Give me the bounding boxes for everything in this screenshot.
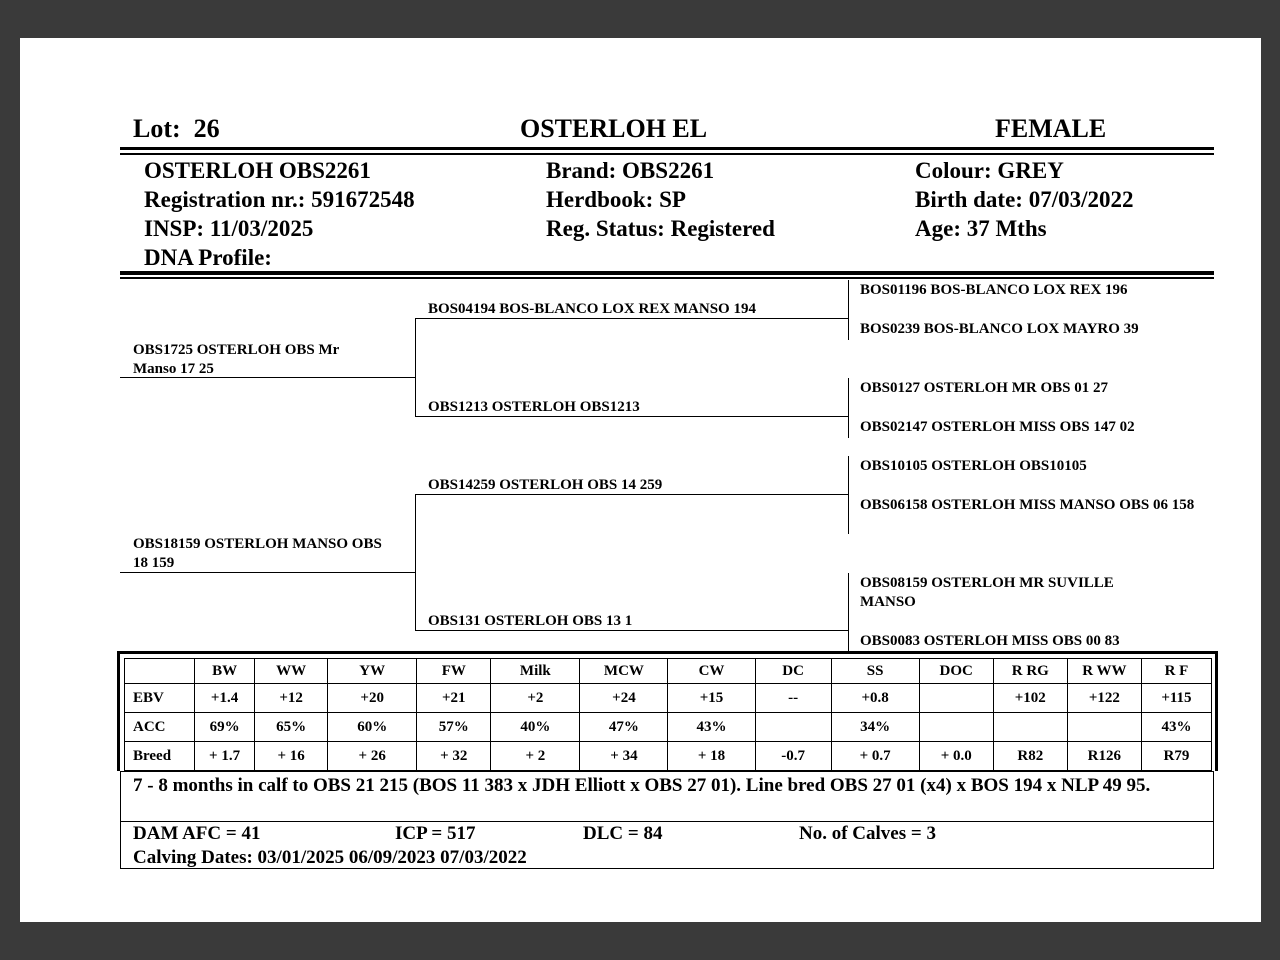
table-cell: 34% (831, 713, 919, 742)
col-header: R F (1141, 659, 1211, 684)
registration-number: Registration nr.: 591672548 (144, 187, 415, 212)
col-header: DOC (919, 659, 993, 684)
table-cell (1067, 713, 1141, 742)
pedigree-gg-1: BOS01196 BOS-BLANCO LOX REX 196 (860, 282, 1128, 298)
pedigree-gg-4: OBS02147 OSTERLOH MISS OBS 147 02 (860, 419, 1135, 435)
row-header: Breed (125, 742, 195, 771)
table-cell: -- (755, 684, 831, 713)
pedigree-gg-6: OBS06158 OSTERLOH MISS MANSO OBS 06 158 (860, 497, 1195, 513)
table-cell: R126 (1067, 742, 1141, 771)
table-cell: + 26 (328, 742, 417, 771)
dam-bracket (415, 494, 416, 631)
col-header: YW (328, 659, 417, 684)
pedigree-gg-8: OBS0083 OSTERLOH MISS OBS 00 83 (860, 633, 1120, 649)
dna-profile: DNA Profile: (144, 245, 272, 270)
ebv-row (125, 684, 1212, 713)
pedigree-dam-dam: OBS131 OSTERLOH OBS 13 1 (428, 613, 633, 629)
table-cell (919, 713, 993, 742)
col-header (125, 659, 195, 684)
table-cell (755, 713, 831, 742)
table-cell: +102 (993, 684, 1067, 713)
table-cell: + 1.7 (195, 742, 255, 771)
ebv-table (124, 658, 1212, 771)
table-cell: 69% (195, 713, 255, 742)
col-header: MCW (580, 659, 668, 684)
table-cell: 60% (328, 713, 417, 742)
dam-afc: DAM AFC = 41 (133, 823, 261, 844)
ss-line (415, 318, 849, 319)
col-header: R WW (1067, 659, 1141, 684)
pedigree-sire-sire: BOS04194 BOS-BLANCO LOX REX MANSO 194 (428, 301, 756, 317)
colour: Colour: GREY (915, 158, 1064, 183)
table-cell: 65% (255, 713, 328, 742)
gg-bracket-3 (848, 456, 849, 534)
table-cell: +12 (255, 684, 328, 713)
table-cell: + 0.7 (831, 742, 919, 771)
animal-info-left (144, 156, 415, 272)
table-cell: +2 (491, 684, 580, 713)
pedigree-sire-dam: OBS1213 OSTERLOH OBS1213 (428, 399, 640, 415)
table-cell: 47% (580, 713, 668, 742)
row-header: ACC (125, 713, 195, 742)
herdbook: Herdbook: SP (546, 187, 686, 212)
table-cell: R82 (993, 742, 1067, 771)
lot-number: 26 (193, 114, 220, 143)
no-of-calves: No. of Calves = 3 (799, 823, 936, 844)
animal-info-middle (546, 156, 775, 243)
col-header: WW (255, 659, 328, 684)
table-frame-left (117, 651, 120, 771)
col-header: CW (668, 659, 755, 684)
table-cell: 57% (417, 713, 491, 742)
pedigree-dam-sire: OBS14259 OSTERLOH OBS 14 259 (428, 477, 663, 493)
ebv-header-row (125, 659, 1212, 684)
table-cell: +122 (1067, 684, 1141, 713)
table-cell: +115 (1141, 684, 1211, 713)
pedigree-gg-7: OBS08159 OSTERLOH MR SUVILLE MANSO (860, 575, 1114, 610)
table-cell (919, 684, 993, 713)
pedigree-gg-5: OBS10105 OSTERLOH OBS10105 (860, 458, 1087, 474)
header-rule-thin (120, 153, 1214, 155)
sex-label: FEMALE (995, 114, 1107, 143)
table-cell: + 2 (491, 742, 580, 771)
pedigree-sire: OBS1725 OSTERLOH OBS Mr Manso 17 25 (133, 342, 340, 377)
brand: Brand: OBS2261 (546, 158, 715, 183)
sire-line (120, 377, 416, 378)
table-frame-right (1215, 651, 1218, 771)
info-rule-thin (120, 277, 1214, 279)
table-cell: 43% (1141, 713, 1211, 742)
calving-dates: Calving Dates: 03/01/2025 06/09/2023 07/03/2022 (133, 847, 527, 868)
pedigree-dam: OBS18159 OSTERLOH MANSO OBS 18 159 (133, 536, 382, 571)
col-header: Milk (491, 659, 580, 684)
table-cell: +20 (328, 684, 417, 713)
table-frame-top (117, 651, 1218, 654)
birth-date: Birth date: 07/03/2022 (915, 187, 1134, 212)
header-rule-thick (120, 147, 1214, 150)
pedigree-gg-2: BOS0239 BOS-BLANCO LOX MAYRO 39 (860, 321, 1139, 337)
animal-name: OSTERLOH OBS2261 (144, 158, 371, 183)
ds-line (415, 494, 849, 495)
pedigree-gg-3: OBS0127 OSTERLOH MR OBS 01 27 (860, 380, 1108, 396)
table-cell: +1.4 (195, 684, 255, 713)
sd-line (415, 416, 849, 417)
table-cell: R79 (1141, 742, 1211, 771)
row-header: EBV (125, 684, 195, 713)
table-cell: 43% (668, 713, 755, 742)
reg-status: Reg. Status: Registered (546, 216, 775, 241)
insp-date: INSP: 11/03/2025 (144, 216, 314, 241)
table-cell: +24 (580, 684, 668, 713)
breed-row (125, 742, 1212, 771)
gg-bracket-4 (848, 573, 849, 651)
gg-bracket-2 (848, 378, 849, 438)
lot-label: Lot: 26 (133, 114, 220, 143)
animal-title: OSTERLOH EL (520, 114, 708, 143)
table-cell: + 0.0 (919, 742, 993, 771)
col-header: BW (195, 659, 255, 684)
dlc: DLC = 84 (583, 823, 663, 844)
table-cell: -0.7 (755, 742, 831, 771)
table-cell: + 18 (668, 742, 755, 771)
dam-line (120, 572, 416, 573)
sire-bracket (415, 318, 416, 417)
dd-line (415, 630, 849, 631)
table-cell: + 16 (255, 742, 328, 771)
table-cell: + 34 (580, 742, 668, 771)
animal-info-right (915, 156, 1134, 243)
icp: ICP = 517 (395, 823, 476, 844)
notes-divider (121, 821, 1213, 822)
table-cell: 40% (491, 713, 580, 742)
acc-row (125, 713, 1212, 742)
table-cell: + 32 (417, 742, 491, 771)
col-header: FW (417, 659, 491, 684)
notes-box (120, 771, 1214, 869)
col-header: R RG (993, 659, 1067, 684)
info-rule-thick (120, 271, 1214, 275)
col-header: SS (831, 659, 919, 684)
age: Age: 37 Mths (915, 216, 1047, 241)
table-cell: +21 (417, 684, 491, 713)
table-cell: +15 (668, 684, 755, 713)
col-header: DC (755, 659, 831, 684)
breeding-notes: 7 - 8 months in calf to OBS 21 215 (BOS 11 383 x JDH Elliott x OBS 27 01). Line bred OBS 27 01 (x4) x BOS 194 x NLP 49 95. (133, 775, 1151, 796)
table-cell: +0.8 (831, 684, 919, 713)
gg-bracket-1 (848, 280, 849, 340)
table-cell (993, 713, 1067, 742)
